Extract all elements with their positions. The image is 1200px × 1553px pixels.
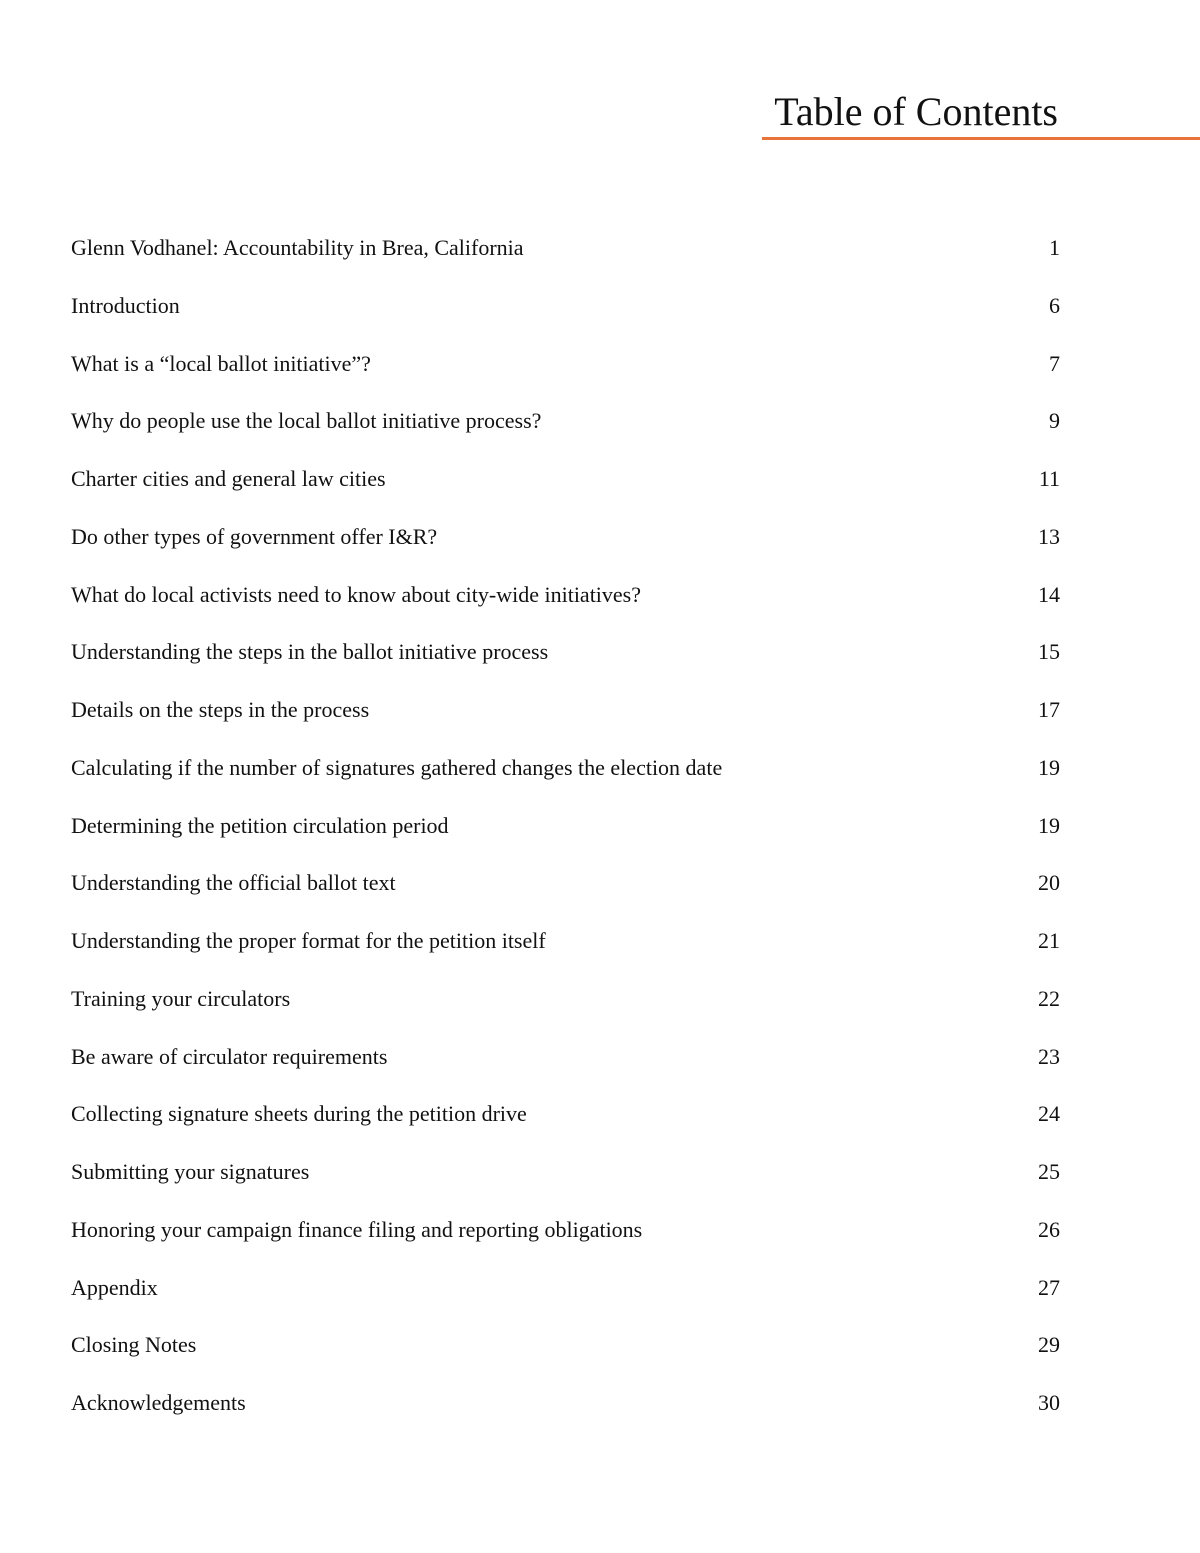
toc-entry-title: What is a “local ballot initiative”? — [71, 350, 371, 376]
toc-entry[interactable] — [71, 864, 1060, 922]
toc-entry-page-number: 7 — [1049, 350, 1060, 376]
toc-entry-title: Do other types of government offer I&R? — [71, 523, 438, 549]
toc-entry[interactable] — [71, 691, 1060, 749]
toc-entry[interactable] — [71, 518, 1060, 576]
toc-entry-title: Appendix — [71, 1274, 158, 1300]
toc-entry[interactable] — [71, 980, 1060, 1038]
toc-entry-title: Glenn Vodhanel: Accountability in Brea, California — [71, 235, 524, 260]
toc-entry-page-number: 23 — [1038, 1043, 1060, 1069]
toc-entry-page-number: 6 — [1049, 292, 1060, 318]
toc-entry-page-number: 1 — [1049, 235, 1060, 260]
toc-entry-title: Why do people use the local ballot initiative process? — [71, 408, 542, 434]
toc-entry[interactable] — [71, 1153, 1060, 1211]
toc-entry[interactable] — [71, 1326, 1060, 1384]
toc-entry[interactable] — [71, 749, 1060, 807]
toc-entry-page-number: 20 — [1038, 870, 1060, 896]
toc-entry-page-number: 19 — [1038, 754, 1060, 780]
toc-entry-title: Collecting signature sheets during the petition drive — [71, 1101, 527, 1127]
toc-entry-page-number: 15 — [1038, 639, 1060, 665]
toc-entry[interactable] — [71, 1038, 1060, 1096]
toc-entry[interactable] — [71, 1269, 1060, 1327]
toc-entry[interactable] — [71, 922, 1060, 980]
toc-entry-page-number: 9 — [1049, 408, 1060, 434]
toc-entry-page-number: 29 — [1038, 1332, 1060, 1358]
toc-entry-page-number: 25 — [1038, 1159, 1060, 1184]
toc-entry[interactable] — [71, 460, 1060, 518]
toc-entry-title: Understanding the official ballot text — [71, 870, 396, 896]
toc-entry-page-number: 27 — [1038, 1274, 1060, 1300]
toc-entry-title: Understanding the proper format for the petition itself — [71, 928, 546, 953]
toc-entry[interactable] — [71, 1211, 1060, 1269]
toc-entry-page-number: 26 — [1038, 1216, 1060, 1242]
toc-entry-page-number: 13 — [1038, 523, 1060, 549]
toc-entry-page-number: 17 — [1038, 697, 1060, 722]
toc-entry-page-number: 21 — [1038, 928, 1060, 953]
toc-entry[interactable] — [71, 807, 1060, 865]
toc-entry-title: What do local activists need to know about city-wide initiatives? — [71, 581, 642, 607]
toc-entry-title: Calculating if the number of signatures gathered changes the election date — [71, 754, 723, 780]
toc-entry-title: Understanding the steps in the ballot initiative process — [71, 639, 549, 665]
toc-entry-title: Be aware of circulator requirements — [71, 1043, 388, 1069]
toc-entry-title: Acknowledgements — [71, 1390, 246, 1415]
toc-entry-page-number: 24 — [1038, 1101, 1060, 1127]
toc-entry-title: Details on the steps in the process — [71, 697, 370, 722]
toc-entry[interactable] — [71, 287, 1060, 345]
toc-entry-title: Introduction — [71, 292, 180, 318]
toc-entry-page-number: 19 — [1038, 812, 1060, 838]
table-of-contents-list — [71, 229, 1060, 1442]
toc-entry[interactable] — [71, 229, 1060, 287]
toc-entry[interactable] — [71, 345, 1060, 403]
toc-entry-title: Determining the petition circulation period — [71, 812, 449, 838]
title-underline-rule — [762, 137, 1200, 140]
toc-entry-title: Submitting your signatures — [71, 1159, 310, 1184]
toc-entry[interactable] — [71, 1384, 1060, 1442]
toc-entry-page-number: 22 — [1038, 985, 1060, 1011]
toc-entry[interactable] — [71, 402, 1060, 460]
toc-entry-page-number: 30 — [1038, 1390, 1060, 1415]
toc-entry-title: Honoring your campaign finance filing and reporting obligations — [71, 1216, 643, 1242]
toc-entry-title: Charter cities and general law cities — [71, 466, 386, 491]
toc-entry-title: Training your circulators — [71, 985, 291, 1011]
toc-entry[interactable] — [71, 633, 1060, 691]
toc-entry-title: Closing Notes — [71, 1332, 197, 1358]
toc-entry-page-number: 11 — [1038, 466, 1060, 491]
toc-entry[interactable] — [71, 576, 1060, 634]
toc-entry-page-number: 14 — [1038, 581, 1060, 607]
toc-entry[interactable] — [71, 1095, 1060, 1153]
page-title: Table of Contents — [774, 89, 1058, 134]
